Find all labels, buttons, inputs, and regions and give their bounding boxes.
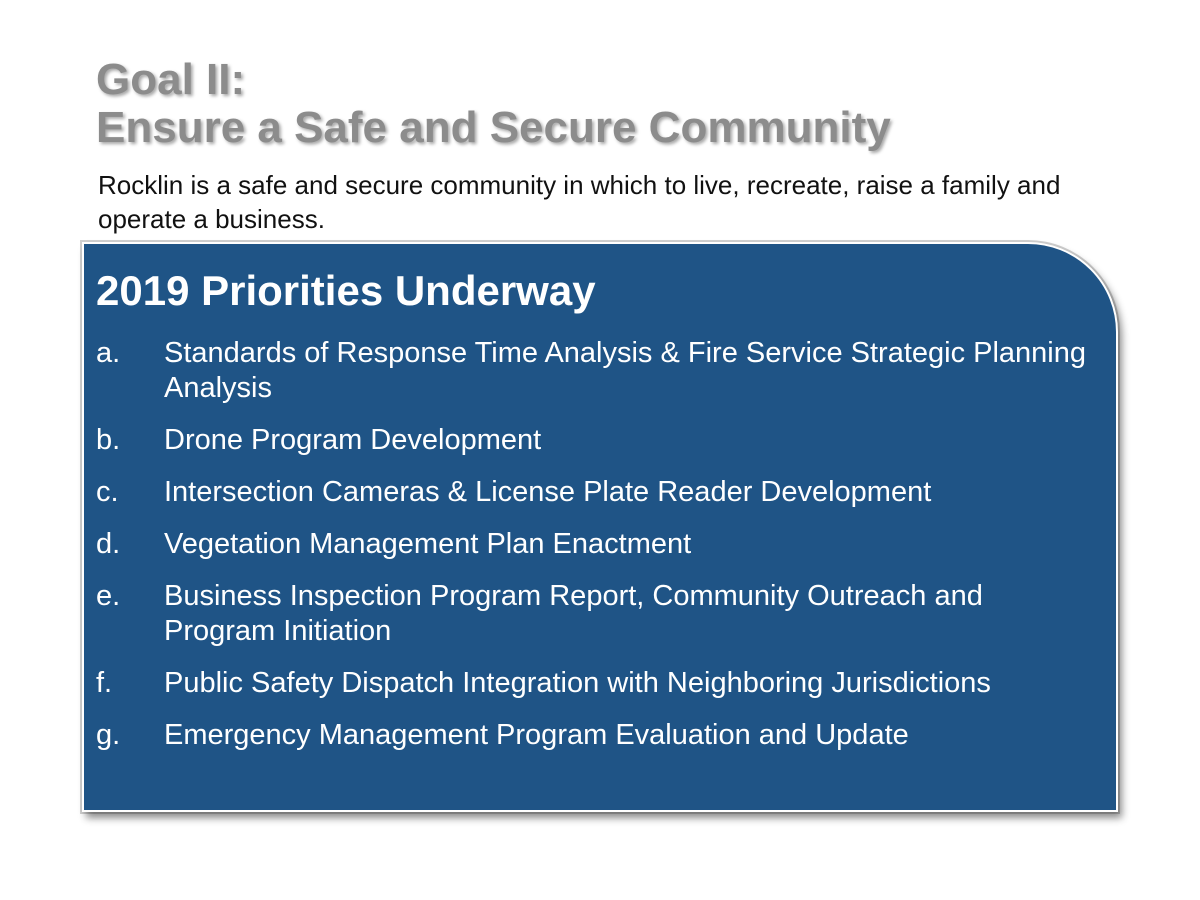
list-item-text: Vegetation Management Plan Enactment — [164, 528, 692, 560]
priorities-list — [96, 336, 1096, 770]
list-item — [96, 527, 1096, 562]
list-item — [96, 718, 1096, 753]
list-item-letter: c. — [96, 476, 119, 508]
list-item-text: Drone Program Development — [164, 424, 542, 456]
list-item-letter: d. — [96, 528, 121, 560]
goal-title — [96, 56, 891, 152]
goal-title-line-2: Ensure a Safe and Secure Community — [96, 103, 891, 152]
list-item-text: Intersection Cameras & License Plate Reader Development — [164, 476, 932, 508]
goal-description: Rocklin is a safe and secure community in which to live, recreate, raise a family and operate a business. — [98, 170, 1061, 234]
list-item — [96, 579, 1096, 649]
list-item — [96, 666, 1096, 701]
priorities-heading: 2019 Priorities Underway — [96, 267, 596, 314]
list-item — [96, 423, 1096, 458]
list-item-letter: b. — [96, 424, 121, 456]
list-item-letter: e. — [96, 580, 121, 612]
list-item-text: Public Safety Dispatch Integration with Neighboring Jurisdictions — [164, 667, 991, 699]
list-item-text: Business Inspection Program Report, Community Outreach and Program Initiation — [164, 580, 983, 647]
list-item-letter: f. — [96, 667, 113, 699]
list-item-text: Standards of Response Time Analysis & Fire Service Strategic Planning Analysis — [164, 337, 1087, 404]
list-item-letter: g. — [96, 719, 121, 751]
list-item — [96, 475, 1096, 510]
list-item — [96, 336, 1096, 406]
list-item-letter: a. — [96, 337, 121, 369]
priorities-panel — [82, 242, 1118, 812]
goal-title-line-1: Goal II: — [96, 55, 246, 104]
list-item-text: Emergency Management Program Evaluation and Update — [164, 719, 909, 751]
